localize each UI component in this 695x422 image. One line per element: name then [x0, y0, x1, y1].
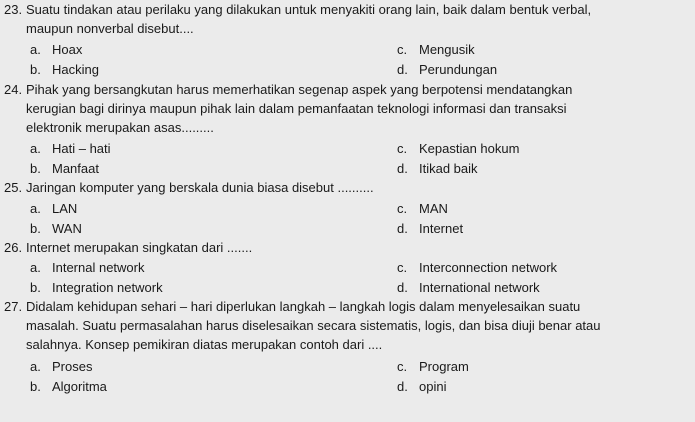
- question-25: [4, 178, 684, 197]
- option-c[interactable]: [397, 40, 475, 59]
- option-letter: c.: [397, 260, 408, 275]
- option-c[interactable]: [397, 139, 519, 158]
- question-26: [4, 238, 684, 257]
- option-text: Proses: [52, 359, 93, 374]
- question-number: 23.: [4, 2, 23, 17]
- question-text: Didalam kehidupan sehari – hari diperlukan langkah – langkah logis dalam menyelesaikan suatu: [26, 299, 581, 314]
- option-a[interactable]: [30, 258, 145, 277]
- option-letter: a.: [30, 359, 41, 374]
- option-letter: a.: [30, 42, 41, 57]
- option-text: Itikad baik: [419, 161, 478, 176]
- option-a[interactable]: [30, 40, 82, 59]
- option-d[interactable]: [397, 60, 497, 79]
- option-b[interactable]: [30, 219, 82, 238]
- option-letter: d.: [397, 62, 408, 77]
- question-text: Suatu tindakan atau perilaku yang dilakukan untuk menyakiti orang lain, baik dalam bentuk verbal,: [26, 2, 592, 17]
- option-letter: c.: [397, 359, 408, 374]
- question-number: 24.: [4, 82, 23, 97]
- question-23: [4, 0, 684, 38]
- option-text: Algoritma: [52, 379, 107, 394]
- option-text: WAN: [52, 221, 82, 236]
- option-text: Interconnection network: [419, 260, 558, 275]
- option-letter: c.: [397, 141, 408, 156]
- question-number: 26.: [4, 240, 23, 255]
- option-text: opini: [419, 379, 447, 394]
- question-text: elektronik merupakan asas.........: [26, 120, 214, 135]
- question-24: [4, 80, 684, 137]
- option-text: LAN: [52, 201, 78, 216]
- option-text: Manfaat: [52, 161, 99, 176]
- option-letter: d.: [397, 221, 408, 236]
- option-text: Program: [419, 359, 469, 374]
- option-letter: d.: [397, 280, 408, 295]
- option-letter: a.: [30, 201, 41, 216]
- option-d[interactable]: [397, 377, 446, 396]
- option-b[interactable]: [30, 278, 163, 297]
- option-text: Integration network: [52, 280, 163, 295]
- option-text: Mengusik: [419, 42, 475, 57]
- option-letter: b.: [30, 62, 41, 77]
- option-b[interactable]: [30, 159, 99, 178]
- option-letter: a.: [30, 141, 41, 156]
- option-d[interactable]: [397, 159, 478, 178]
- option-text: Kepastian hokum: [419, 141, 520, 156]
- option-text: Hacking: [52, 62, 99, 77]
- option-letter: b.: [30, 161, 41, 176]
- question-text: Internet merupakan singkatan dari .......: [26, 240, 253, 255]
- option-b[interactable]: [30, 60, 99, 79]
- option-text: Hoax: [52, 42, 83, 57]
- option-text: International network: [419, 280, 540, 295]
- question-text: Pihak yang bersangkutan harus memerhatikan segenap aspek yang berpotensi mendatangkan: [26, 82, 573, 97]
- option-letter: a.: [30, 260, 41, 275]
- option-b[interactable]: [30, 377, 107, 396]
- question-text: maupun nonverbal disebut....: [26, 21, 194, 36]
- option-a[interactable]: [30, 139, 111, 158]
- option-letter: c.: [397, 42, 408, 57]
- question-text: kerugian bagi dirinya maupun pihak lain dalam pemanfaatan teknologi informasi dan transaksi: [26, 101, 567, 116]
- option-letter: c.: [397, 201, 408, 216]
- question-text: masalah. Suatu permasalahan harus diselesaikan secara sistematis, logis, dan bisa diuji benar atau: [26, 318, 601, 333]
- question-number: 27.: [4, 299, 23, 314]
- question-text: salahnya. Konsep pemikiran diatas merupakan contoh dari ....: [26, 337, 383, 352]
- option-c[interactable]: [397, 199, 448, 218]
- option-c[interactable]: [397, 357, 469, 376]
- question-27: [4, 297, 684, 354]
- option-text: MAN: [419, 201, 448, 216]
- question-number: 25.: [4, 180, 23, 195]
- option-letter: b.: [30, 379, 41, 394]
- question-text: Jaringan komputer yang berskala dunia biasa disebut ..........: [26, 180, 374, 195]
- option-text: Perundungan: [419, 62, 498, 77]
- option-text: Hati – hati: [52, 141, 111, 156]
- option-letter: b.: [30, 221, 41, 236]
- option-c[interactable]: [397, 258, 557, 277]
- option-d[interactable]: [397, 219, 463, 238]
- option-letter: b.: [30, 280, 41, 295]
- option-letter: d.: [397, 379, 408, 394]
- option-text: Internet: [419, 221, 464, 236]
- option-a[interactable]: [30, 357, 92, 376]
- option-text: Internal network: [52, 260, 145, 275]
- option-d[interactable]: [397, 278, 540, 297]
- option-a[interactable]: [30, 199, 77, 218]
- option-letter: d.: [397, 161, 408, 176]
